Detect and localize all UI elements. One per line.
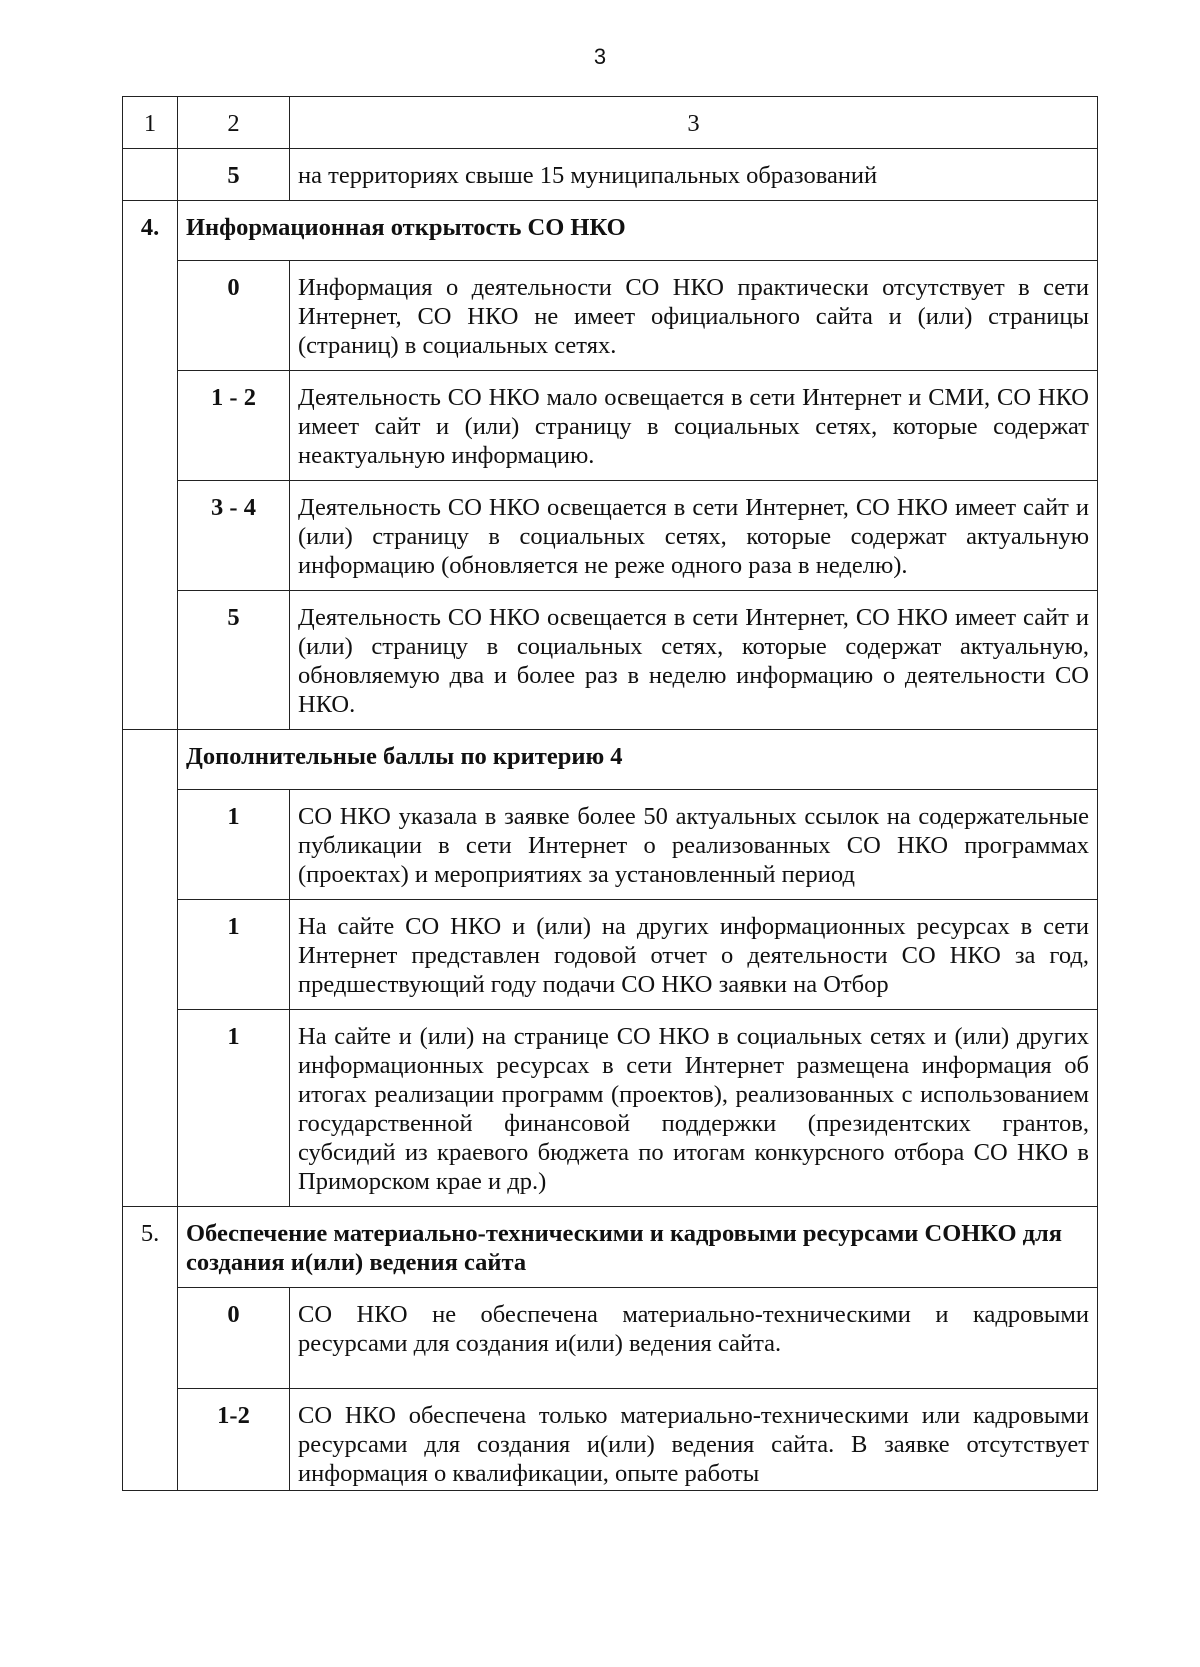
criterion-text: СО НКО указала в заявке более 50 актуальных ссылок на содержательные публикации в сети Интернет о реализованных СО НКО программах (проектах) и мероприятиях за установленный период: [290, 790, 1098, 900]
table-row: [123, 371, 1098, 481]
score-cell: 0: [178, 1288, 290, 1389]
criterion-text: Информация о деятельности СО НКО практически отсутствует в сети Интернет, СО НКО не имеет официального сайта и (или) страницы (страниц) в социальных сетях.: [290, 261, 1098, 371]
table-row: [123, 1389, 1098, 1491]
table-row: [123, 591, 1098, 730]
score-cell: 0: [178, 261, 290, 371]
section-title: Информационная открытость СО НКО: [178, 201, 1098, 261]
empty-cell: [123, 261, 178, 371]
score-cell: 1: [178, 900, 290, 1010]
criteria-table: [122, 96, 1098, 1491]
criterion-text: СО НКО не обеспечена материально-техническими и кадровыми ресурсами для создания и(или) ведения сайта.: [290, 1288, 1098, 1389]
table-row: [123, 481, 1098, 591]
criterion-text: Деятельность СО НКО мало освещается в сети Интернет и СМИ, СО НКО имеет сайт и (или) страницу в социальных сетях, которые содержат неактуальную информацию.: [290, 371, 1098, 481]
section-title: Обеспечение материально-техническими и кадровыми ресурсами СОНКО для создания и(или) ведения сайта: [178, 1207, 1098, 1288]
empty-cell: [123, 149, 178, 201]
criterion-text: Деятельность СО НКО освещается в сети Интернет, СО НКО имеет сайт и (или) страницу в социальных сетях, которые содержат актуальную, обновляемую два и более раз в неделю информацию о деятельности СО НКО.: [290, 591, 1098, 730]
criterion-text: Деятельность СО НКО освещается в сети Интернет, СО НКО имеет сайт и (или) страницу в социальных сетях, которые содержат актуальную информацию (обновляется не реже одного раза в неделю).: [290, 481, 1098, 591]
criterion-text: СО НКО обеспечена только материально-техническими или кадровыми ресурсами для создания и(или) ведения сайта. В заявке отсутствует информация о квалификации, опыте работы: [290, 1389, 1098, 1491]
section-header-row: [123, 1207, 1098, 1288]
empty-cell: [123, 371, 178, 481]
header-col-3: 3: [290, 97, 1098, 149]
section-header-row: [123, 201, 1098, 261]
table-row: [123, 790, 1098, 900]
table-row: [123, 149, 1098, 201]
table-row: [123, 1010, 1098, 1207]
empty-cell: [123, 591, 178, 730]
score-cell: 1 - 2: [178, 371, 290, 481]
score-cell: 1: [178, 790, 290, 900]
section-number-label: 4.: [140, 214, 160, 241]
criterion-text: На сайте СО НКО и (или) на других информационных ресурсах в сети Интернет представлен годовой отчет о деятельности СО НКО за год, предшествующий году подачи СО НКО заявки на Отбор: [290, 900, 1098, 1010]
table-row: [123, 900, 1098, 1010]
section-header-row: [123, 730, 1098, 790]
score-cell: 1: [178, 1010, 290, 1207]
page-number: 3: [593, 44, 607, 69]
empty-cell: [123, 790, 178, 900]
empty-cell: [123, 1288, 178, 1389]
criterion-text: На сайте и (или) на странице СО НКО в социальных сетях и (или) других информационных ресурсах в сети Интернет размещена информация об итогах реализации программ (проектов), реализованных с использованием государственной финансовой поддержки (президентских грантов, субсидий из краевого бюджета по итогам конкурсного отбора СО НКО в Приморском крае и др.): [290, 1010, 1098, 1207]
header-col-2: 2: [178, 97, 290, 149]
score-cell: 5: [178, 149, 290, 201]
score-cell: 1-2: [178, 1389, 290, 1491]
score-cell: 5: [178, 591, 290, 730]
criterion-text: на территориях свыше 15 муниципальных образований: [290, 149, 1098, 201]
table-row: [123, 261, 1098, 371]
empty-cell: [123, 1389, 178, 1491]
empty-cell: [123, 1010, 178, 1207]
table-header-row: [123, 97, 1098, 149]
empty-cell: [123, 730, 178, 790]
section-number-label: 5.: [140, 1220, 160, 1247]
score-cell: 3 - 4: [178, 481, 290, 591]
section-number: [123, 1207, 178, 1288]
empty-cell: [123, 481, 178, 591]
section-number: [123, 201, 178, 261]
table-row: [123, 1288, 1098, 1389]
section-title: Дополнительные баллы по критерию 4: [178, 730, 1098, 790]
header-col-1: 1: [123, 97, 178, 149]
empty-cell: [123, 900, 178, 1010]
